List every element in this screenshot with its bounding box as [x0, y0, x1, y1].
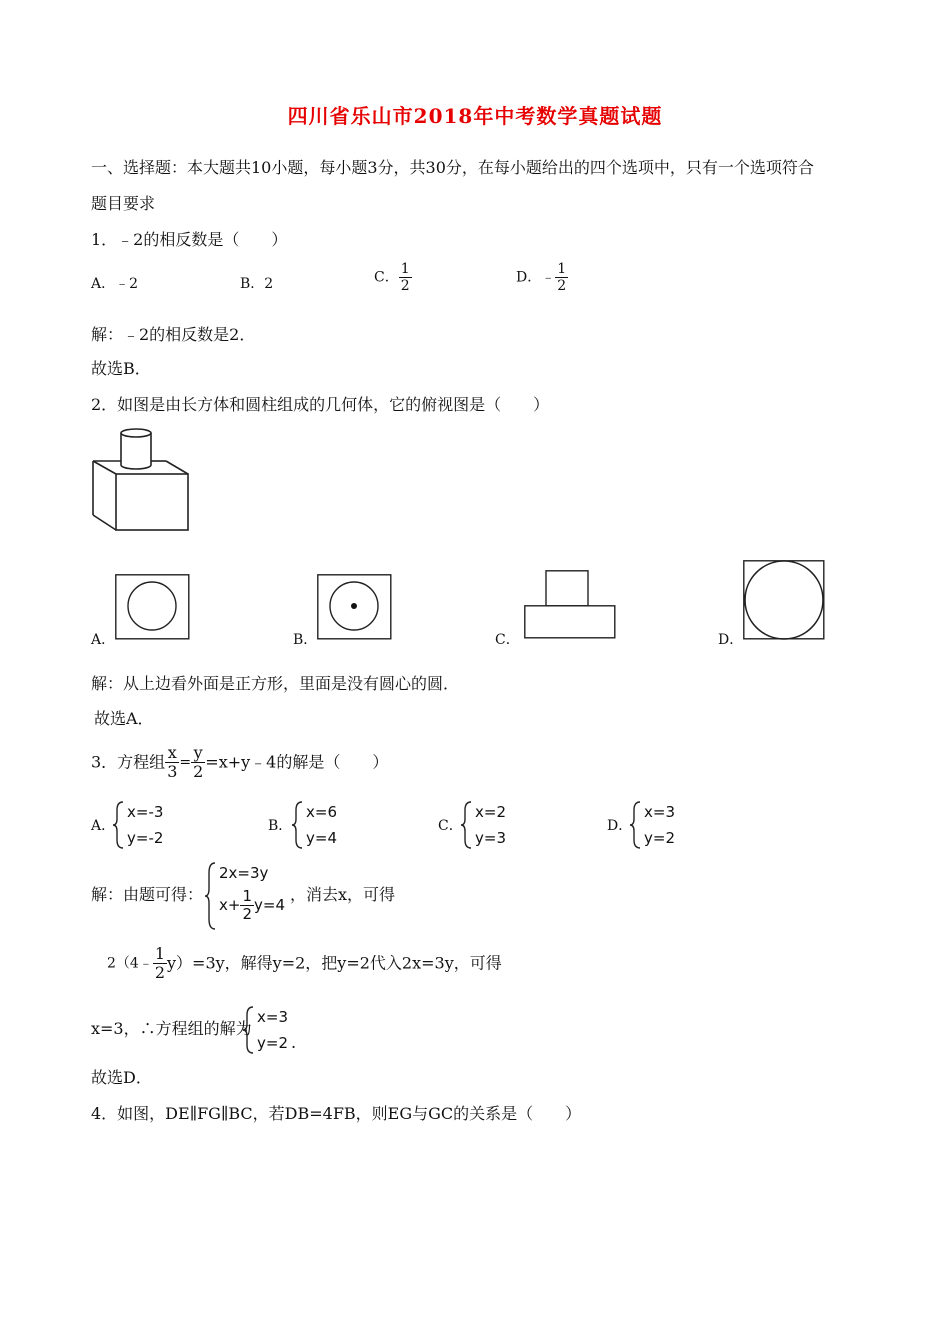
q3-option-b-brace: [292, 800, 304, 850]
q1-option-b: B．2: [240, 276, 274, 292]
q3-equals: =: [179, 754, 192, 771]
q3-option-a-system: x=-3 y=-2: [127, 803, 164, 847]
q3-option-b-system: x=6 y=4: [306, 803, 337, 847]
q3-solution-eq1: 2x=3y: [219, 864, 269, 882]
q3-option-d-brace: [630, 800, 642, 850]
q4-stem: 4．如图，DE∥FG∥BC，若DB=4FB，则EG与GC的关系是（ ）: [91, 1104, 582, 1123]
q3-final-system: x=3 y=2: [257, 1008, 288, 1052]
q1-solution: 解：﹣2的相反数是2．: [91, 325, 256, 344]
q2-answer: 故选A．: [94, 709, 154, 728]
q3-solution-line2-fraction: $\frac{1}{2}$: [154, 944, 166, 982]
q3-fraction-x-over-3: $\frac{x}{3}$: [167, 743, 178, 781]
q3-fraction-y-over-2: $\frac{y}{2}$: [193, 743, 204, 781]
q2-stem: 2．如图是由长方体和圆柱组成的几何体，它的俯视图是（ ）: [91, 395, 550, 414]
q3-solution-mid: ，消去x，可得: [290, 885, 396, 904]
q3-option-c-brace: [461, 800, 473, 850]
q1-answer: 故选B．: [91, 359, 151, 378]
q3-final-period: .: [291, 1033, 297, 1052]
q2-solid-figure: [88, 425, 198, 535]
q3-solution-prefix: 解：由题可得：: [91, 885, 204, 904]
q3-answer: 故选D．: [91, 1068, 152, 1087]
q1-option-c-fraction: $\frac{1}{2}$: [400, 261, 410, 294]
q2-option-b-figure: [317, 574, 392, 640]
q3-option-d-label: D．: [607, 818, 633, 834]
q1-stem: 1．﹣2的相反数是（ ）: [91, 230, 288, 249]
q2-option-c-label: C．: [495, 632, 520, 648]
q2-option-b-label: B．: [293, 632, 318, 648]
q3-solution-system: [219, 861, 285, 922]
q2-option-c-figure: [524, 570, 616, 640]
q3-solution-eq2-fraction: $\frac{1}{2}$: [242, 887, 252, 923]
q2-option-a-label: A．: [91, 632, 116, 648]
q3-option-a-label: A．: [91, 818, 116, 834]
q3-stem-suffix: =x+y﹣4的解是（ ）: [205, 752, 389, 772]
q1-option-c: [374, 262, 412, 293]
q1-option-d-label: D．﹣: [516, 269, 556, 286]
section-header: 一、选择题：本大题共10小题，每小题3分，共30分，在每小题给出的四个选项中，只有一个选项符合: [91, 158, 814, 177]
q3-solution-brace: [205, 861, 217, 931]
q1-option-c-label: C．: [374, 269, 399, 286]
q2-solution: 解：从上边看外面是正方形，里面是没有圆心的圆．: [91, 674, 460, 693]
q3-solution-line2: 2（4﹣ $\frac{1}{2}$ y）=3y，解得y=2，把y=2代入2x=3y，可得: [107, 944, 502, 982]
q3-final-brace: [243, 1005, 255, 1055]
q1-option-d-fraction: $\frac{1}{2}$: [557, 261, 567, 294]
q3-solution-line3: x=3，∴方程组的解为: [91, 1019, 252, 1038]
q3-option-c-label: C．: [438, 818, 463, 834]
q2-option-a-figure: [115, 574, 190, 640]
q1-option-a: A．﹣2: [91, 276, 139, 292]
q3-stem: [91, 745, 388, 780]
q3-option-a-brace: [113, 800, 125, 850]
q3-option-d-system: x=3 y=2: [644, 803, 675, 847]
q2-option-d-label: D．: [718, 632, 744, 648]
q2-option-d-figure: [743, 560, 825, 640]
q3-solution-eq2: x+ $\frac{1}{2}$ y=4: [219, 887, 285, 923]
q1-option-d: [516, 262, 568, 293]
q3-stem-prefix: 3．方程组: [91, 752, 166, 772]
section-header-continued: 题目要求: [91, 194, 156, 213]
document-title: 四川省乐山市2018年中考数学真题试题: [287, 104, 663, 128]
q3-option-b-label: B．: [268, 818, 293, 834]
q3-option-c-system: x=2 y=3: [475, 803, 506, 847]
